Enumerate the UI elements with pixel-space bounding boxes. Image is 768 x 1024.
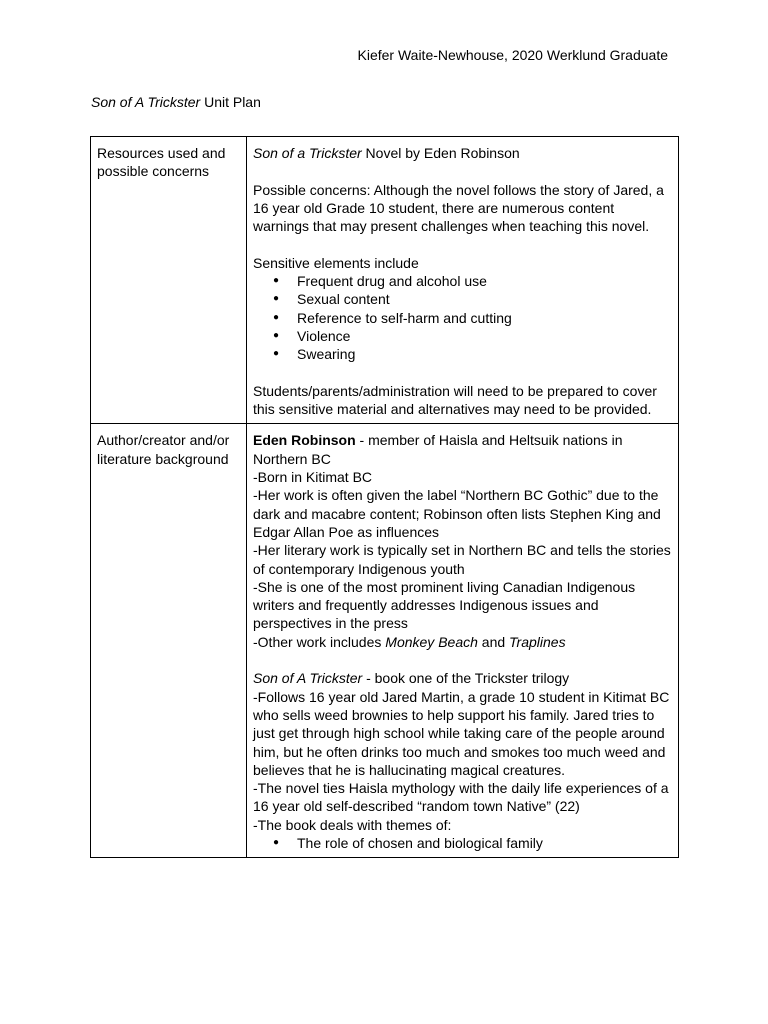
other-work-joiner: and [477,633,510,650]
book-heading-line [253,669,672,687]
author-intro-line [253,431,672,468]
row-label-author: Author/creator and/or literature background [91,424,247,858]
themes-list [253,834,672,852]
author-intro: - member of Haisla and Heltsuik nations in Northern BC [253,432,623,467]
resource-title: Son of a Trickster [253,145,362,161]
table-row-author [91,424,679,858]
sensitive-intro: Sensitive elements include [253,254,419,271]
other-work-prefix: -Other work includes [253,633,386,650]
list-item: ● Sexual content [297,290,672,308]
title-italic: Son of A Trickster [91,94,201,110]
book-line: -The book deals with themes of: [253,816,452,833]
unit-plan-table [90,136,679,858]
row-content-resources [247,137,679,424]
resource-line [253,144,672,162]
list-item: ● Violence [297,327,672,345]
other-work-line [253,633,672,651]
book-line: -Follows 16 year old Jared Martin, a grade 10 student in Kitimat BC who sells weed brownies to help support his family. Jared tries to just get through high school while taking care of the people around him, but he often drinks too much and smokes too much weed and believes that he is hallucinating magical creatures. [253,688,670,778]
book-title: Son of A Trickster [253,670,363,687]
list-item: ● Frequent drug and alcohol use [297,272,672,290]
title-rest: Unit Plan [200,94,261,110]
author-line: -Her literary work is typically set in Northern BC and tells the stories of contemporary Indigenous youth [253,542,671,577]
row-content-author [247,424,679,858]
list-item: ● Reference to self-harm and cutting [297,309,672,327]
other-work-title-1: Monkey Beach [385,633,478,650]
page-header-attribution: Kiefer Waite-Newhouse, 2020 Werklund Graduate [357,47,668,63]
list-item: ● Swearing [297,345,672,363]
author-line: -Her work is often given the label “Northern BC Gothic” due to the dark and macabre content; Robinson often lists Stephen King and Edgar Allan Poe as influences [253,487,661,540]
book-line: -The novel ties Haisla mythology with the daily life experiences of a 16 year old self-described “random town Native” (22) [253,780,669,815]
resource-rest: Novel by Eden Robinson [361,145,520,161]
table-row-resources [91,137,679,424]
author-line: -She is one of the most prominent living Canadian Indigenous writers and frequently addresses Indigenous issues and perspectives in the press [253,578,636,632]
author-line: -Born in Kitimat BC [253,469,373,486]
sensitive-list [253,272,672,363]
closing-paragraph: Students/parents/administration will need to be prepared to cover this sensitive material and alternatives may need to be provided. [253,382,657,418]
row-label-resources: Resources used and possible concerns [91,137,247,424]
concerns-paragraph: Possible concerns: Although the novel follows the story of Jared, a 16 year old Grade 10 student, there are numerous content warnings that may present challenges when teaching this novel. [253,181,664,235]
list-item: ● The role of chosen and biological family [297,834,672,852]
other-work-title-2: Traplines [509,633,566,650]
document-title [91,93,261,111]
author-name: Eden Robinson [253,432,356,449]
book-heading-rest: - book one of the Trickster trilogy [362,670,570,687]
